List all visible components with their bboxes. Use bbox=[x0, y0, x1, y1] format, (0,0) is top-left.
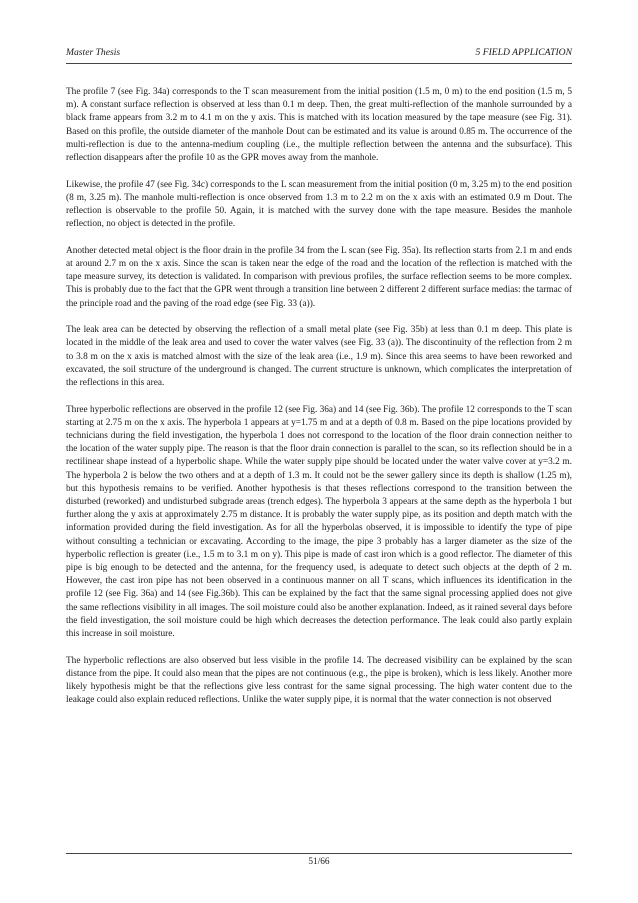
paragraph-5: Three hyperbolic reflections are observed in the profile 12 (see Fig. 36a) and 14 (see Fig. 36b). The profile 12 corresponds to the T scan starting at 2.75 m on the x axis. The hyperbola 1 appears at y=1.75 m and at a depth of 0.8 m. Based on the pipe locations provided by technicians during the field investigation, the hyperbola 1 does not correspond to the location of the floor drain connection neither to the location of the water supply pipe. The reason is that the floor drain connection is parallel to the scan, so its reflection should be in a rectilinear shape instead of a hyperbolic shape. While the water supply pipe should be located under the water valve cover at y=3.2 m. The hyperbola 2 is below the two others and at a depth of 1.3 m. It could not be the sewer gallery since its depth is shallow (1.25 m), but this hypothesis remains to be verified. Another hypothesis is that theses reflections correspond to the transition between the disturbed (reworked) and undisturbed subgrade areas (trench edges). The hyperbola 3 appears at the same depth as the hyperbola 1 but further along the y axis at approximately 2.75 m distance. It is probably the water supply pipe, as its position and depth match with the information provided during the field investigation. As for all the hyperbolas observed, it is impossible to identify the type of pipe without consulting a technician or excavating. According to the image, the pipe 3 probably has a larger diameter as the size of the hyperbolic reflection is greater (i.e., 1.5 m to 3.1 m on y). This pipe is made of cast iron which is a good reflector. The diameter of this pipe is big enough to be detected and the antenna, for the frequency used, is adequate to detect such objects at the depth of 2 m. However, the cast iron pipe has not been observed in a continuous manner on all T scans, which influences its identification in the profile 12 (see Fig. 36a) and 14 (see Fig.36b). This can be explained by the fact that the same signal processing applied does not give the same reflections visibility in all images. The soil moisture could also be another explanation. Indeed, as it rained several days before the field investigation, the soil moisture could be high which decreases the detection performance. The leak could also partly explain this increase in soil moisture. bbox=[66, 404, 572, 640]
paragraph-2: Likewise, the profile 47 (see Fig. 34c) corresponds to the L scan measurement from the initial position (0 m, 3.25 m) to the end position (8 m, 3.25 m). The manhole multi-reflection is once observed from 1.3 m to 2.2 m on the x axis with an estimated 0.9 m Dout. The reflection is observable to the profile 50. Again, it is matched with the survey done with the tape measure. Besides the manhole reflection, no object is detected in the profile. bbox=[66, 179, 572, 230]
header-title: Master Thesis bbox=[66, 47, 121, 58]
paragraph-1: The profile 7 (see Fig. 34a) corresponds to the T scan measurement from the initial position (1.5 m, 0 m) to the end position (1.5 m, 5 m). A constant surface reflection is observed at less than 0.1 m deep. Then, the great multi-reflection of the manhole surrounded by a black frame appears from 3.2 m to 4.1 m on the y axis. This is matched with its location measured by the tape measure (see Fig. 31). Based on this profile, the outside diameter of the manhole Dout can be estimated and its value is around 0.85 m. The occurrence of the multi-reflection is due to the antenna-medium coupling (i.e., the multiple reflection between the antenna and the subsurface). This reflection disappears after the profile 10 as the GPR moves away from the manhole. bbox=[66, 87, 572, 164]
paragraph-4: The leak area can be detected by observing the reflection of a small metal plate (see Fig. 35b) at less than 0.1 m deep. This plate is located in the middle of the leak area and used to cover the water valves (see Fig. 33 (a)). The discontinuity of the reflection from 2 m to 3.8 m on the x axis is matched almost with the size of the leak area (i.e., 1.9 m). Since this area seems to have been reworked and excavated, the soil structure of the underground is changed. The current structure is unknown, which complicates the interpretation of the reflections in this area. bbox=[66, 325, 572, 389]
paragraph-3: Another detected metal object is the floor drain in the profile 34 from the L scan (see Fig. 35a). Its reflection starts from 2.1 m and ends at around 2.7 m on the x axis. Since the scan is taken near the edge of the road and the location of the reflection is matched with the tape measure survey, its detection is validated. In comparison with previous profiles, the surface reflection seems to be more complex. This is probably due to the fact that the GPR went through a transition line between 2 different 2 different surface medias: the tarmac of the principle road and the paving of the road edge (see Fig. 33 (a)). bbox=[66, 245, 572, 309]
header-section: 5 FIELD APPLICATION bbox=[475, 47, 572, 58]
header-rule bbox=[66, 63, 572, 64]
page-body bbox=[66, 86, 572, 721]
footer-rule bbox=[66, 853, 572, 854]
page-number: 51/66 bbox=[308, 857, 330, 867]
paragraph-6: The hyperbolic reflections are also observed but less visible in the profile 14. The decreased visibility can be explained by the scan distance from the pipe. It could also mean that the pipes are not continuous (e.g., the pipe is broken), which is less likely. Another more likely hypothesis might be that the reflections give less contrast for the same signal processing. The high water content due to the leakage could also explain reduced reflections. Unlike the water supply pipe, it is normal that the water connection is not observed bbox=[66, 655, 572, 706]
running-header bbox=[66, 47, 572, 61]
